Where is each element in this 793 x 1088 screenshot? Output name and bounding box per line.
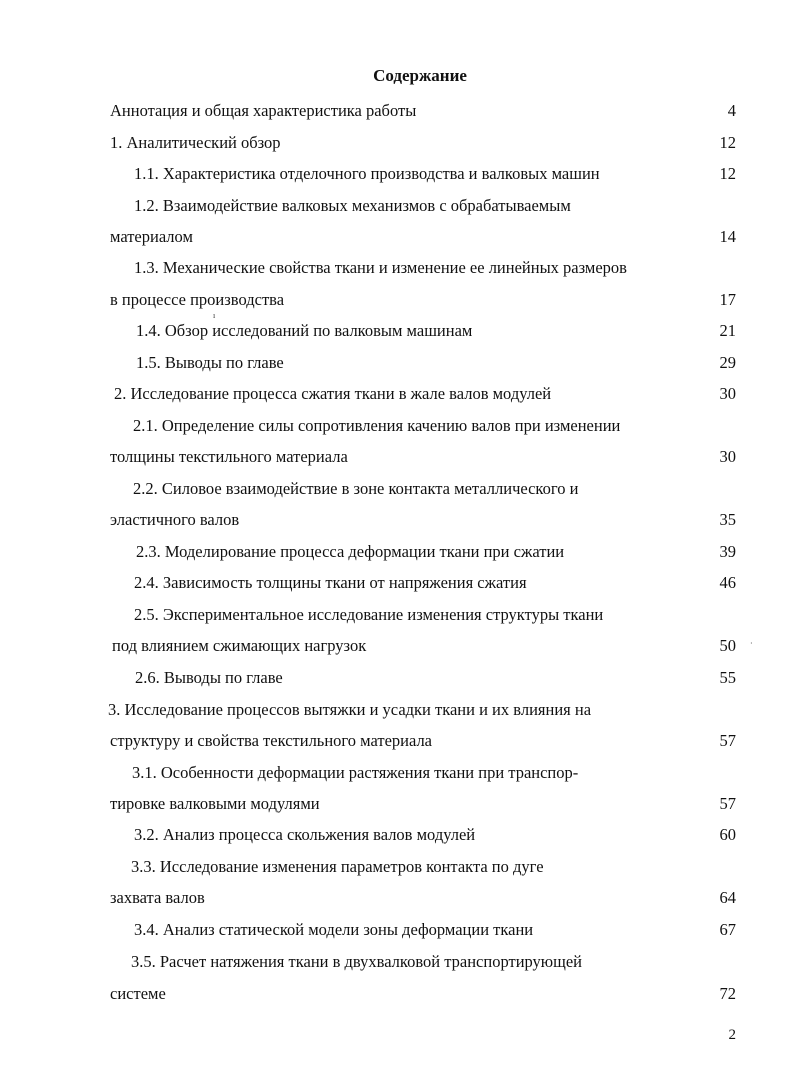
toc-entry-page: 60 xyxy=(719,825,736,844)
toc-entry-text: 3.4. Анализ статической модели зоны деформации ткани xyxy=(134,920,534,939)
toc-entry-continuation: толщины текстильного материала xyxy=(110,447,348,466)
toc-entry-text: 2.5. Экспериментальное исследование изменения структуры ткани xyxy=(134,605,604,624)
toc-entry-page: 50 xyxy=(719,636,736,655)
toc-entry-text: 3.5. Расчет натяжения ткани в двухвалковой транспортирующей xyxy=(131,952,582,971)
toc-entry-page: 17 xyxy=(719,290,736,309)
toc-entry-page: 64 xyxy=(719,888,736,907)
toc-entry-text: 1.3. Механические свойства ткани и изменение ее линейных размеров xyxy=(134,258,627,277)
toc-entry-text: 2.3. Моделирование процесса деформации ткани при сжатии xyxy=(136,542,565,561)
toc-entry-text: 3.1. Особенности деформации растяжения ткани при транспор- xyxy=(132,763,579,782)
toc-entry-page: 55 xyxy=(719,668,736,687)
toc-entry-continuation: эластичного валов xyxy=(110,510,240,529)
toc-entry-page: 35 xyxy=(719,510,736,529)
toc-entry-continuation: системе xyxy=(110,984,166,1003)
page-number: 2 xyxy=(728,1027,736,1043)
toc-entry-text: 1. Аналитический обзор xyxy=(110,133,281,152)
scan-artifact-mark: ı xyxy=(213,311,216,320)
toc-entry-page: 12 xyxy=(719,164,736,183)
toc-entry-page: 57 xyxy=(719,731,736,750)
toc-title: Содержание xyxy=(373,66,467,85)
toc-entry-text: 3.2. Анализ процесса скольжения валов модулей xyxy=(134,825,476,844)
toc-entry-continuation: в процессе производства xyxy=(110,290,285,309)
toc-entry-text: 2.1. Определение силы сопротивления качению валов при изменении xyxy=(133,416,621,435)
toc-entry-text: 2. Исследование процесса сжатия ткани в жале валов модулей xyxy=(114,384,552,403)
toc-entry-continuation: тировке валковыми модулями xyxy=(110,794,320,813)
toc-entry-text: 1.1. Характеристика отделочного производства и валковых машин xyxy=(134,164,600,183)
toc-entry-page: 67 xyxy=(719,920,736,939)
toc-entry-text: 3.3. Исследование изменения параметров контакта по дуге xyxy=(131,857,544,876)
toc-entry-text: 1.5. Выводы по главе xyxy=(136,353,284,372)
toc-entry-page: 14 xyxy=(719,227,736,246)
toc-entry-text: 2.6. Выводы по главе xyxy=(135,668,283,687)
toc-entry-text: 2.2. Силовое взаимодействие в зоне контакта металлического и xyxy=(133,479,579,498)
toc-entry-continuation: материалом xyxy=(110,227,193,246)
toc-entry-page: 30 xyxy=(719,447,736,466)
toc-entry-page: 39 xyxy=(719,542,736,561)
toc-entry-text: 1.2. Взаимодействие валковых механизмов с обрабатываемым xyxy=(134,196,571,215)
scan-artifact-dot: · xyxy=(750,639,753,648)
toc-entry-page: 57 xyxy=(719,794,736,813)
toc-entry-page: 29 xyxy=(719,353,736,372)
toc-entry-page: 12 xyxy=(719,133,736,152)
toc-entry-page: 21 xyxy=(719,321,736,340)
toc-entry-page: 72 xyxy=(719,984,736,1003)
toc-entry-text: 2.4. Зависимость толщины ткани от напряжения сжатия xyxy=(134,573,527,592)
toc-entry-page: 30 xyxy=(719,384,736,403)
toc-entry-continuation: захвата валов xyxy=(110,888,205,907)
toc-entry-page: 4 xyxy=(727,101,736,120)
toc-entry-continuation: под влиянием сжимающих нагрузок xyxy=(112,636,367,655)
toc-entry-text: Аннотация и общая характеристика работы xyxy=(110,101,417,120)
toc-entry-text: 1.4. Обзор исследований по валковым машинам xyxy=(136,321,473,340)
toc-entry-continuation: структуру и свойства текстильного материала xyxy=(110,731,432,750)
toc-entry-text: 3. Исследование процессов вытяжки и усадки ткани и их влияния на xyxy=(108,700,592,719)
toc-entry-page: 46 xyxy=(719,573,736,592)
